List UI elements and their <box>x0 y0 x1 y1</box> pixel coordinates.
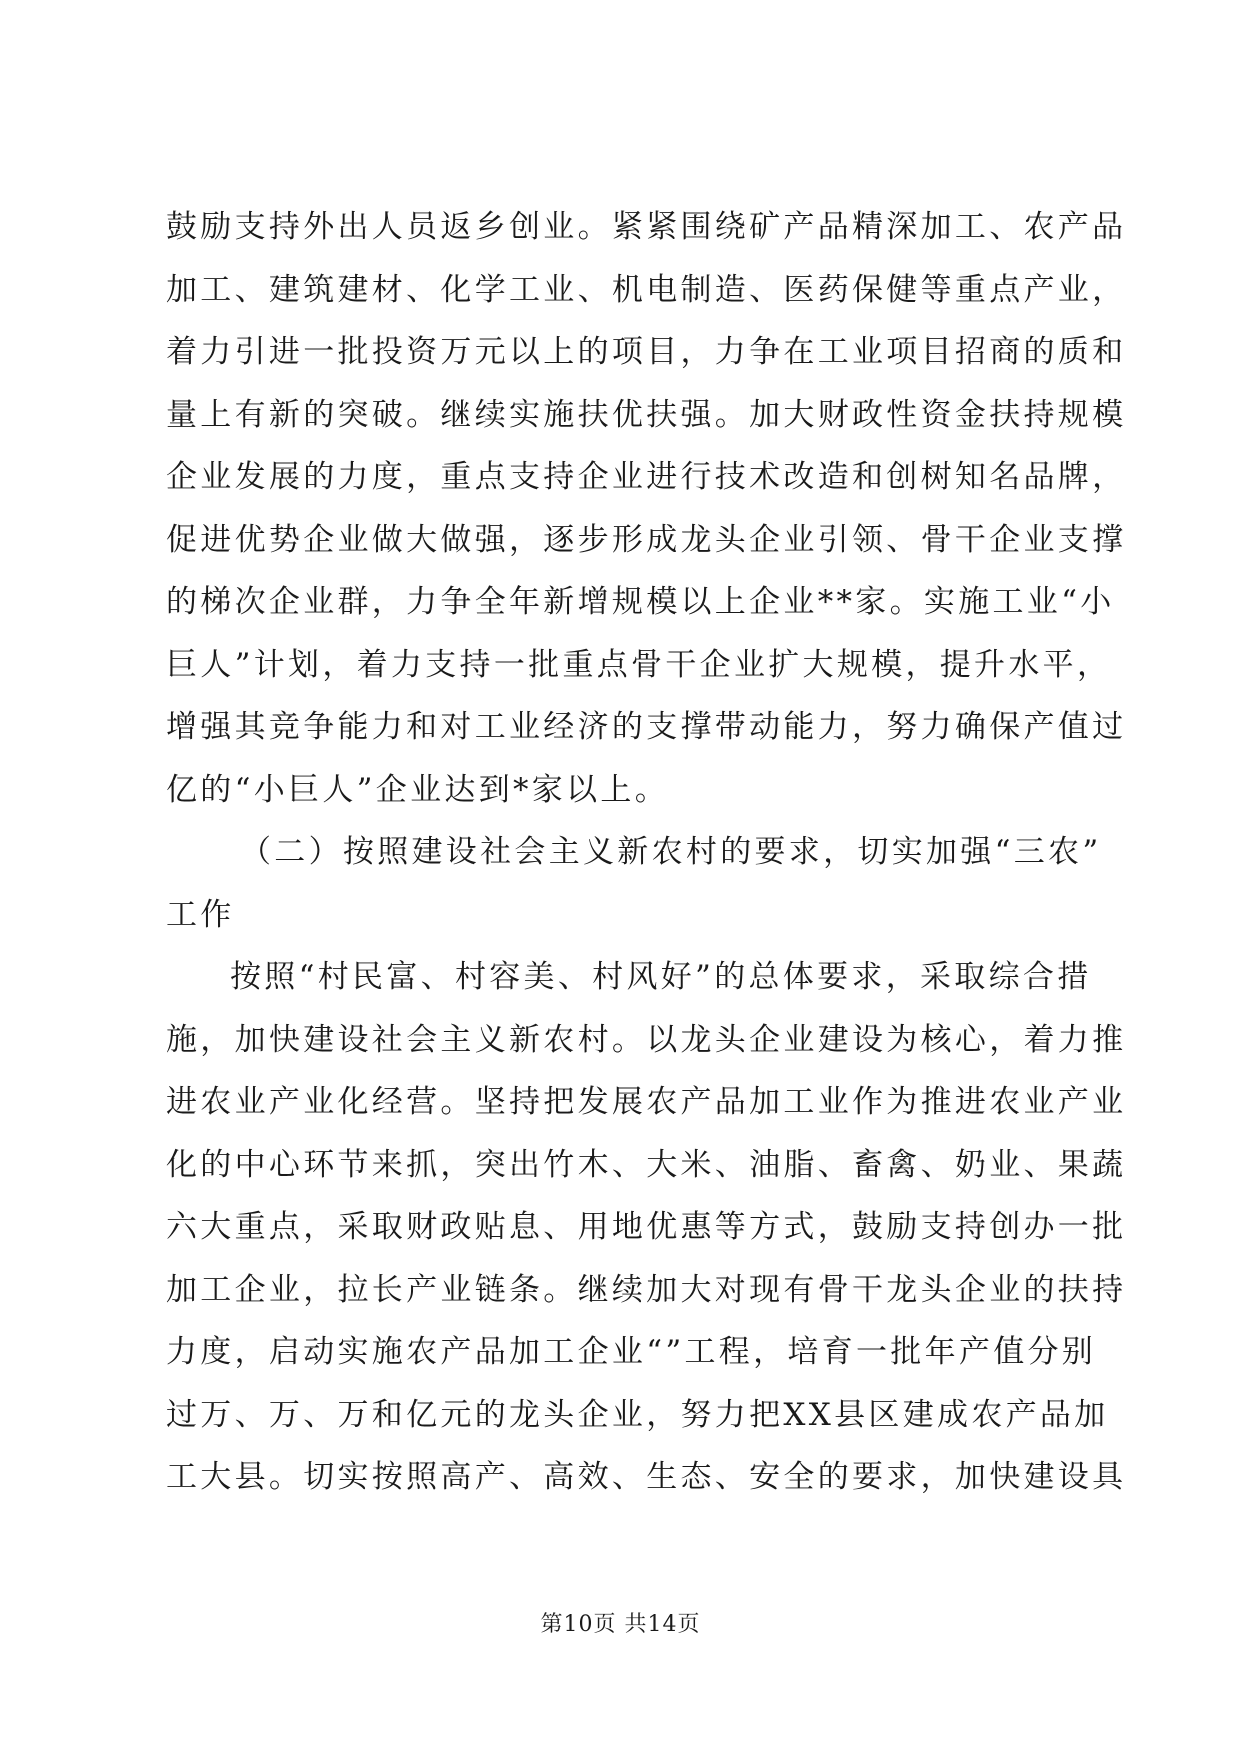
paragraph-first-line: 按照“村民富、村容美、村风好”的总体要求，采取综合措 <box>230 959 1092 995</box>
text-line: 的梯次企业群，力争全年新增规模以上企业**家。实施工业“小 <box>166 584 1115 620</box>
page-number-footer: 第10页 共14页 <box>540 1612 701 1637</box>
text-line: 工大县。切实按照高产、高效、生态、安全的要求，加快建设具 <box>166 1459 1127 1495</box>
text-line: 增强其竞争能力和对工业经济的支撑带动能力，努力确保产值过 <box>166 709 1127 745</box>
text-line: 促进优势企业做大做强，逐步形成龙头企业引领、骨干企业支撑 <box>166 521 1127 558</box>
text-line: 企业发展的力度，重点支持企业进行技术改造和创树知名品牌， <box>166 459 1127 495</box>
text-line: 进农业产业化经营。坚持把发展农产品加工业作为推进农业产业 <box>166 1084 1127 1120</box>
text-line: 鼓励支持外出人员返乡创业。紧紧围绕矿产品精深加工、农产品 <box>166 209 1127 245</box>
text-line: 施，加快建设社会主义新农村。以龙头企业建设为核心，着力推 <box>166 1021 1127 1058</box>
text-line: 量上有新的突破。继续实施扶优扶强。加大财政性资金扶持规模 <box>166 396 1127 433</box>
text-line: 亿的“小巨人”企业达到*家以上。 <box>166 771 669 808</box>
text-line: 着力引进一批投资万元以上的项目，力争在工业项目招商的质和 <box>166 334 1127 370</box>
text-line: 六大重点，采取财政贴息、用地优惠等方式，鼓励支持创办一批 <box>166 1209 1127 1245</box>
body-text <box>166 196 1127 1509</box>
text-line: 力度，启动实施农产品加工企业“”工程，培育一批年产值分别 <box>166 1334 1097 1370</box>
text-line: 化的中心环节来抓，突出竹木、大米、油脂、畜禽、奶业、果蔬 <box>166 1146 1127 1183</box>
section-heading-continued: 工作 <box>166 896 235 933</box>
text-line: 加工、建筑建材、化学工业、机电制造、医药保健等重点产业， <box>166 271 1127 308</box>
text-line: 加工企业，拉长产业链条。继续加大对现有骨干龙头企业的扶持 <box>166 1271 1127 1308</box>
section-heading: （二）按照建设社会主义新农村的要求，切实加强“三农” <box>240 834 1102 870</box>
text-line: 巨人”计划，着力支持一批重点骨干企业扩大规模，提升水平， <box>166 646 1112 683</box>
text-line: 过万、万、万和亿元的龙头企业，努力把XX县区建成农产品加 <box>166 1396 1109 1433</box>
